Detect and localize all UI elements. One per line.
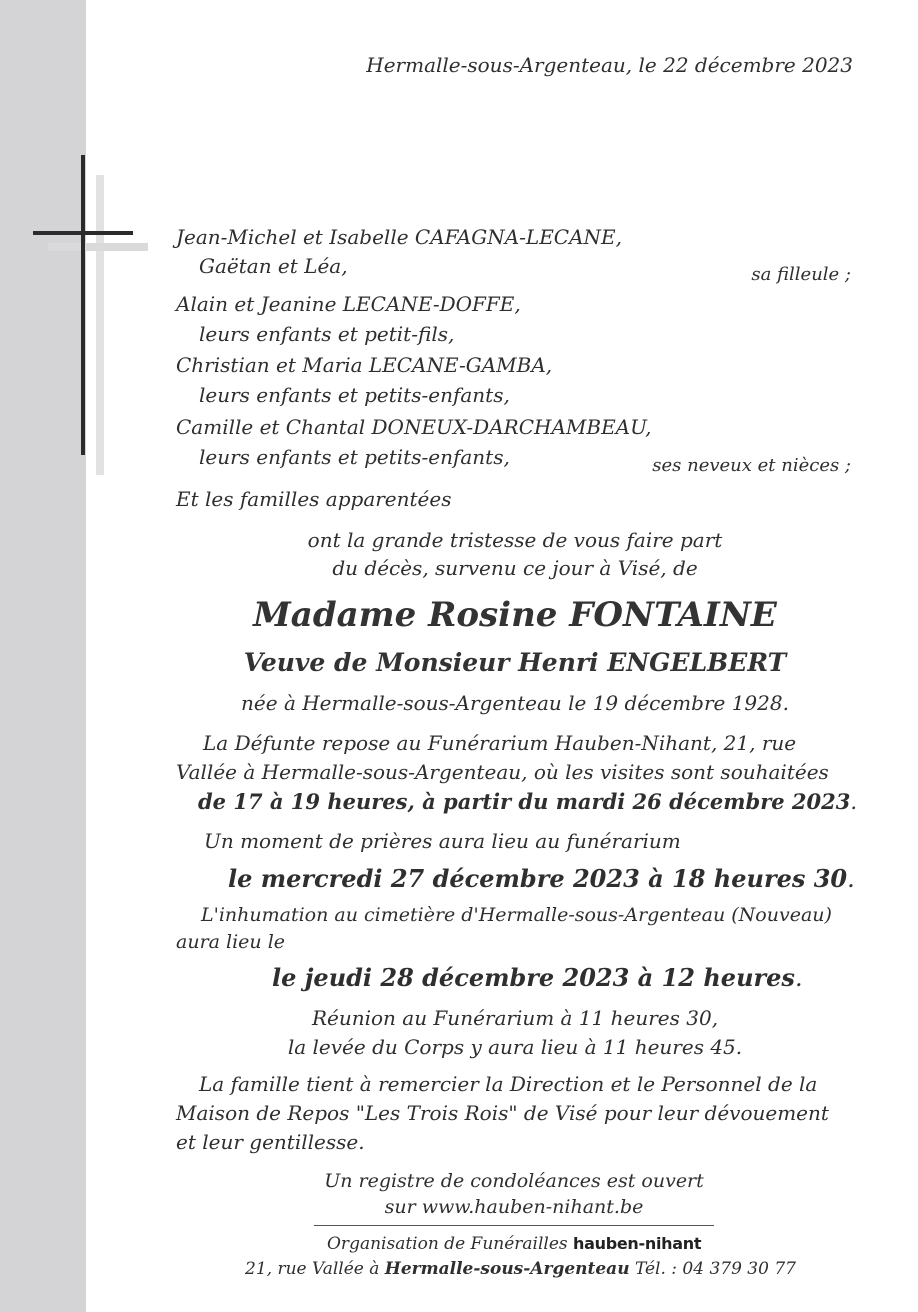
visits-line-3: de 17 à 19 heures, à partir du mardi 26 décembre 2023. bbox=[198, 789, 858, 814]
announcement-line-2: du décès, survenu ce jour à Visé, de bbox=[332, 556, 698, 580]
family-line-3: Christian et Maria LECANE-GAMBA, bbox=[176, 353, 553, 377]
footer-divider bbox=[314, 1225, 714, 1226]
deceased-name: Madame Rosine FONTAINE bbox=[253, 595, 777, 635]
cross-icon bbox=[30, 155, 150, 475]
family-line-4-sub: leurs enfants et petits-enfants, bbox=[199, 445, 510, 469]
thanks-line-1: La famille tient à remercier la Direction et le Personnel de la bbox=[199, 1072, 818, 1096]
relation-nephews: ses neveux et nièces ; bbox=[652, 455, 851, 476]
brand-logo: hauben-nihant bbox=[573, 1234, 702, 1253]
family-line-1-sub: Gaëtan et Léa, bbox=[199, 254, 348, 278]
registry-line-1: Un registre de condoléances est ouvert bbox=[324, 1170, 704, 1192]
deceased-birth: née à Hermalle-sous-Argenteau le 19 décembre 1928. bbox=[241, 691, 789, 715]
deceased-spouse: Veuve de Monsieur Henri ENGELBERT bbox=[243, 648, 787, 677]
burial-line-2: aura lieu le bbox=[176, 931, 286, 953]
relation-goddaughter: sa filleule ; bbox=[751, 264, 851, 285]
announcement-line-1: ont la grande tristesse de vous faire part bbox=[307, 528, 723, 552]
footer-address: 21, rue Vallée à Hermalle-sous-Argenteau Tél. : 04 379 30 77 bbox=[245, 1259, 796, 1279]
family-line-3-sub: leurs enfants et petits-enfants, bbox=[199, 383, 510, 407]
meeting-line-2: la levée du Corps y aura lieu à 11 heures 45. bbox=[287, 1035, 743, 1059]
visits-line-1: La Défunte repose au Funérarium Hauben-Nihant, 21, rue bbox=[203, 731, 797, 755]
prayer-line-2: le mercredi 27 décembre 2023 à 18 heures 30. bbox=[228, 864, 855, 893]
family-line-2-sub: leurs enfants et petit-fils, bbox=[199, 322, 455, 346]
family-line-1: Jean-Michel et Isabelle CAFAGNA-LECANE, bbox=[176, 225, 622, 249]
footer-organisation: Organisation de Funérailles hauben-nihant bbox=[327, 1234, 702, 1254]
family-line-4: Camille et Chantal DONEUX-DARCHAMBEAU, bbox=[176, 415, 652, 439]
place-date: Hermalle-sous-Argenteau, le 22 décembre 2023 bbox=[366, 53, 853, 77]
family-line-2: Alain et Jeanine LECANE-DOFFE, bbox=[176, 292, 521, 316]
thanks-line-3: et leur gentillesse. bbox=[176, 1130, 365, 1154]
burial-line-3: le jeudi 28 décembre 2023 à 12 heures. bbox=[272, 963, 803, 992]
meeting-line-1: Réunion au Funérarium à 11 heures 30, bbox=[311, 1006, 719, 1030]
thanks-line-2: Maison de Repos "Les Trois Rois" de Visé pour leur dévouement bbox=[176, 1101, 829, 1125]
registry-line-2: sur www.hauben-nihant.be bbox=[384, 1196, 644, 1218]
family-line-5: Et les familles apparentées bbox=[176, 487, 452, 511]
prayer-line-1: Un moment de prières aura lieu au funérarium bbox=[204, 829, 681, 853]
burial-line-1: L'inhumation au cimetière d'Hermalle-sous-Argenteau (Nouveau) bbox=[201, 904, 832, 926]
visits-line-2: Vallée à Hermalle-sous-Argenteau, où les visites sont souhaitées bbox=[176, 760, 829, 784]
